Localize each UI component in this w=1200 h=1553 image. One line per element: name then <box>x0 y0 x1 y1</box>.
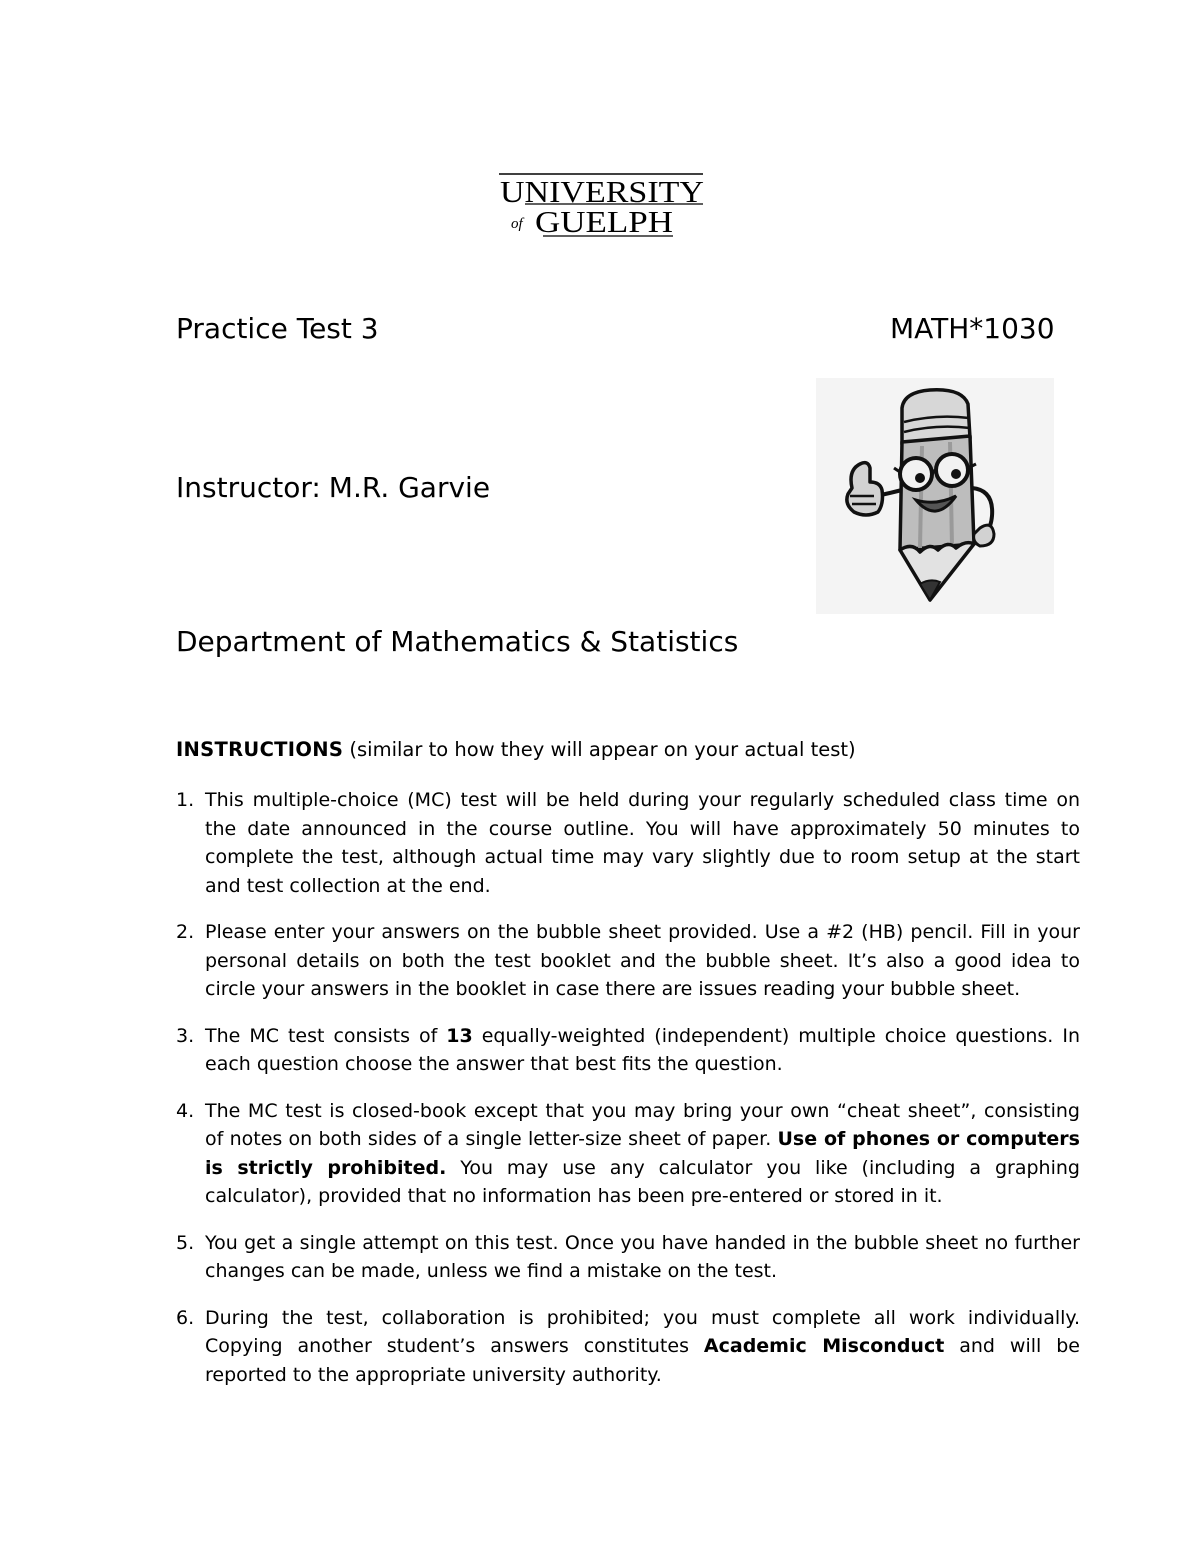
instructions-heading <box>176 736 856 764</box>
pencil-mascot-thumbs-up-icon <box>816 378 1054 614</box>
department-name: Department of Mathematics & Statistics <box>176 625 739 658</box>
instruction-item <box>176 786 1080 900</box>
instruction-number: 1. <box>176 789 195 811</box>
instruction-text: You get a single attempt on this test. Once you have handed in the bubble sheet no further changes can be made, unless we find a mistake on the test. <box>205 1231 1080 1282</box>
svg-text:UNIVERSITY: UNIVERSITY <box>500 174 704 209</box>
instruction-text: During the test, collaboration is prohibited; you must complete all work individually. Copying another student’s answers constitutes <box>205 1306 1080 1357</box>
svg-text:GUELPH: GUELPH <box>535 204 673 239</box>
instruction-text: The MC test consists of <box>205 1024 447 1047</box>
instruction-item <box>176 1097 1080 1211</box>
instructions-list <box>176 786 1080 1407</box>
instruction-text: The MC test is closed-book except that you may bring your own “cheat sheet”, consisting of notes on both sides of a single letter-size sheet of paper. <box>205 1099 1080 1150</box>
instruction-number: 4. <box>176 1099 195 1122</box>
instruction-text: Please enter your answers on the bubble sheet provided. Use a #2 (HB) pencil. Fill in your personal details on both the test booklet and the bubble sheet. It’s also a good idea to circle your answers in the booklet in case there are issues reading your bubble sheet. <box>205 921 1080 1000</box>
academic-misconduct-term: Academic Misconduct <box>703 1335 945 1357</box>
instruction-text: You may use any calculator you like (including a graphing calculator), provided that no information has been pre-entered or stored in it. <box>205 1156 1080 1207</box>
test-title: Practice Test 3 <box>176 312 379 345</box>
instruction-item <box>176 1022 1080 1079</box>
instruction-item <box>176 918 1080 1004</box>
instruction-text: equally-weighted (independent) multiple choice questions. In each question choose the answer that best fits the question. <box>205 1024 1080 1075</box>
question-count: 13 <box>446 1024 473 1047</box>
instructor-label: Instructor: <box>176 471 321 504</box>
instruction-item <box>176 1304 1080 1390</box>
instruction-number: 3. <box>176 1024 195 1047</box>
instructions-subtitle: (similar to how they will appear on your actual test) <box>349 738 856 761</box>
instruction-item <box>176 1229 1080 1286</box>
instructions-title: INSTRUCTIONS <box>176 738 344 761</box>
instruction-number: 6. <box>176 1306 195 1329</box>
phones-prohibited-notice: Use of phones or computers is strictly prohibited. <box>205 1128 1080 1179</box>
course-code: MATH*1030 <box>890 312 1055 345</box>
instruction-text: and will be reported to the appropriate university authority. <box>205 1335 1080 1386</box>
instruction-number: 5. <box>176 1231 195 1254</box>
university-logo <box>497 170 707 242</box>
pencil-mascot-image <box>816 378 1054 614</box>
instructor-name: M.R. Garvie <box>328 471 491 504</box>
svg-text:of: of <box>511 216 523 232</box>
instruction-number: 2. <box>176 921 195 943</box>
instruction-text: This multiple-choice (MC) test will be held during your regularly scheduled class time on the date announced in the course outline. You will have approximately 50 minutes to complete the test, although actual time may vary slightly due to room setup at the start and test collection at the end. <box>205 789 1080 897</box>
instructor-line <box>176 472 490 504</box>
